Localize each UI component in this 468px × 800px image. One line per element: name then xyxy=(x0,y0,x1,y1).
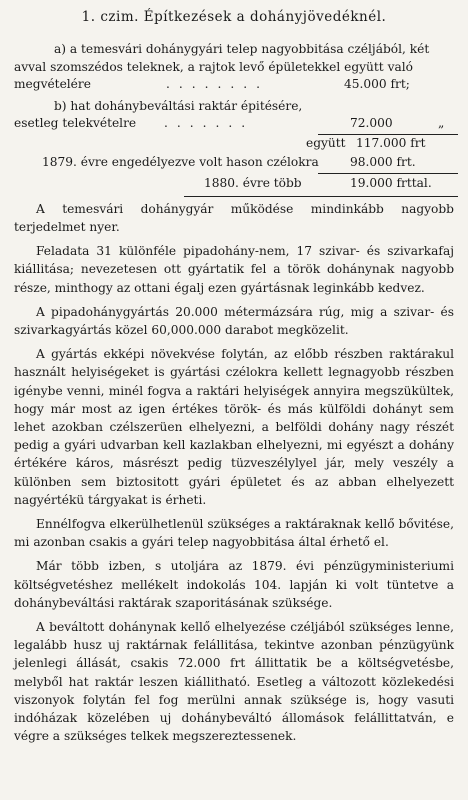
approved-1879-row xyxy=(14,155,454,174)
paragraph: A gyártás ekképi növekvése folytán, az előbb részben raktárakul használt helyiségeket is gyártási czélokra kellett legnagyobb részben igénybe venni, minél fogva a raktári helyiségek annyira megszükültek, hogy már most az igen értékes török- és más külföldi dohányt sem lehet azokban czélszerüen elhelyezni, a belföldi dohány nagy részét pedig a gyári udvarban kell kazlakban elhelyezni, mi egyészt a dohány értékére káros, másrészt pedig tüzveszélylyel jár, mely veszély a különben sem biztositott gyári épületet és az abban elhelyezett nagyértékü tárgyakat is érheti. xyxy=(14,347,454,507)
leader-dots: ........ xyxy=(166,77,269,91)
budget-item-b xyxy=(14,97,454,134)
paragraph: Feladata 31 különféle pipadohány-nem, 17 szivar- és szivarkafaj kiállitása; nevezetesen ott gyártatik fel a török dohánynak nagyobb része, minthogy az ottani égalj ezen gyártásnak leginkább kedvez. xyxy=(14,244,454,295)
item-b-line-2 xyxy=(14,115,454,134)
sum-together-label: együtt xyxy=(306,136,346,151)
leader-dots: ....... xyxy=(164,115,255,130)
item-b-amount: 72.000 xyxy=(350,115,393,130)
item-a-line-1: a) a temesvári dohánygyári telep nagyobbitása czéljából, két xyxy=(54,42,430,57)
paragraph: Már több izben, s utoljára az 1879. évi pénzügyministeriumi költségvetéshez mellékelt indokolás 104. lapján ki volt tüntetve a dohánybeváltási raktárak szaporitásának szüksége. xyxy=(14,559,454,610)
approved-1879-amount: 98.000 frt. xyxy=(350,154,416,169)
section-title: 1. czim. Építkezések a dohányjövedéknél. xyxy=(81,9,387,25)
more-1880-amount: 19.000 frttal. xyxy=(350,175,432,190)
total-rule xyxy=(184,196,458,197)
approved-1879-label: 1879. évre engedélyezve volt hason czélokra xyxy=(42,154,319,169)
sum-together-amount: 117.000 frt xyxy=(356,136,426,151)
more-1880-row xyxy=(14,175,454,194)
item-b-line-1: b) hat dohánybeváltási raktár épitésére, xyxy=(54,99,303,114)
paragraph: A beváltott dohánynak kellő elhelyezése czéljából szükséges lenne, legalább husz uj raktárnak felállitása, tekintve azonban pénzügyünk jelenlegi állását, csakis 72.000 frt állittatik be a költségvetésbe, melyből hat raktár leszen kiállitható. Esetleg a változott közlekedési viszonyok folytán fel fog merülni annak szüksége is, hogy vasuti indóházak közelében uj dohánybeváltó állomások felállittatván, e végre a szükséges telkek megszereztessenek. xyxy=(14,620,454,744)
more-1880-label: 1880. évre több xyxy=(204,175,302,190)
item-a-amount: 45.000 frt; xyxy=(344,77,410,91)
paragraph: A pipadohánygyártás 20.000 métermázsára rúg, mig a szivar- és szivarkagyártás közel 60,000.000 darabot megközelit. xyxy=(14,304,454,337)
item-a-line-3 xyxy=(14,77,454,96)
item-a-line-2: avval szomszédos teleknek, a rajtok levő épületekkel együtt való xyxy=(14,60,413,75)
item-b-ditto: „ xyxy=(438,115,445,130)
budget-item-a xyxy=(14,40,454,95)
sum-together-row xyxy=(14,136,454,155)
item-b-label: esetleg telekvételre xyxy=(14,115,137,130)
item-a-label: megvételére xyxy=(14,77,91,91)
paragraph: Ennélfogva elkerülhetlenül szükséges a raktáraknak kellő bővitése, mi azonban csakis a gyári telep nagyobbitása által érhető el. xyxy=(14,517,454,550)
paragraph: A temesvári dohánygyár működése mindinkább nagyobb terjedelmet nyer. xyxy=(14,201,454,234)
